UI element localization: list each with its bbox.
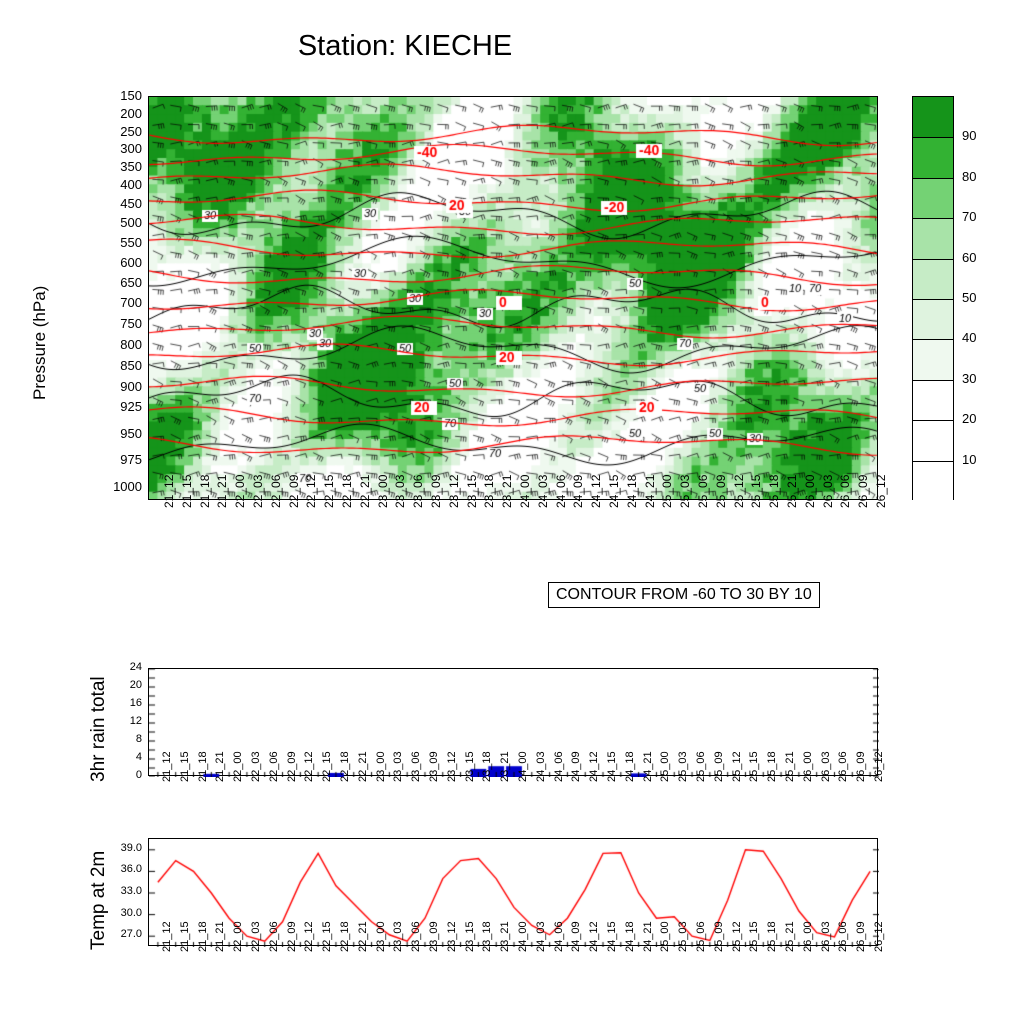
rain-time-tick-label: 24_09 <box>570 751 583 782</box>
temp-time-tick-label: 22_15 <box>321 921 334 952</box>
pressure-tick-label: 750 <box>120 315 142 331</box>
time-tick-label: 25_15 <box>749 474 764 508</box>
temp-time-tick-label: 24_15 <box>606 921 619 952</box>
rain-time-tick-label: 26_03 <box>819 751 832 782</box>
temp-time-tick-label: 25_03 <box>677 921 690 952</box>
time-tick-label: 26_09 <box>856 474 871 508</box>
temp-time-tick-label: 23_15 <box>463 921 476 952</box>
temp-time-tick-label: 25_12 <box>730 921 743 952</box>
temp-time-tick-label: 25_18 <box>766 921 779 952</box>
time-tick-label: 23_12 <box>446 474 461 508</box>
rain-time-tick-label: 22_15 <box>321 751 334 782</box>
temp-time-tick-label: 25_15 <box>748 921 761 952</box>
time-tick-label: 23_18 <box>482 474 497 508</box>
colorbar-tick-label: 10 <box>962 451 977 467</box>
pressure-tick-label: 800 <box>120 336 142 352</box>
pressure-tick-label: 900 <box>120 379 142 395</box>
temp-time-tick-label: 21_18 <box>196 921 209 952</box>
pressure-tick-label: 400 <box>120 176 142 192</box>
colorbar-tick-label: 80 <box>962 168 977 184</box>
time-tick-label: 25_06 <box>696 474 711 508</box>
temp-time-tick-label: 26_09 <box>855 921 868 952</box>
temp-time-tick-label: 25_00 <box>659 921 672 952</box>
time-tick-label: 22_09 <box>286 474 301 508</box>
temp-time-tick-label: 22_12 <box>303 921 316 952</box>
time-tick-label: 22_06 <box>268 474 283 508</box>
rain-tick-label: 16 <box>129 697 142 709</box>
colorbar-segment <box>913 380 953 420</box>
rain-time-tick-label: 26_12 <box>873 751 886 782</box>
time-tick-label: 25_00 <box>660 474 675 508</box>
time-tick-label: 25_03 <box>678 474 693 508</box>
rain-time-tick-label: 23_00 <box>374 751 387 782</box>
colorbar-tick-label: 70 <box>962 209 977 225</box>
temp-axis-title: Temp at 2m <box>88 850 109 950</box>
time-tick-label: 22_00 <box>233 474 248 508</box>
rain-time-tick-label: 26_00 <box>801 751 814 782</box>
rain-time-tick-label: 22_03 <box>249 751 262 782</box>
rain-time-tick-label: 24_03 <box>534 751 547 782</box>
colorbar-segment <box>913 218 953 258</box>
rain-time-tick-label: 26_06 <box>837 751 850 782</box>
colorbar-segment <box>913 339 953 379</box>
rain-tick-label: 4 <box>135 751 142 763</box>
rain-time-tick-label: 24_18 <box>623 751 636 782</box>
rain-time-tick-label: 24_21 <box>641 751 654 782</box>
rain-tick-label: 20 <box>129 679 142 691</box>
time-tick-label: 22_12 <box>304 474 319 508</box>
colorbar-segment <box>913 97 953 137</box>
pressure-tick-label: 350 <box>120 159 142 175</box>
time-tick-label: 23_00 <box>375 474 390 508</box>
colorbar-segment <box>913 137 953 177</box>
rain-tick-label: 12 <box>129 715 142 727</box>
time-tick-label: 22_18 <box>339 474 354 508</box>
contour-note: CONTOUR FROM -60 TO 30 BY 10 <box>548 582 820 608</box>
temp-time-tick-label: 25_09 <box>712 921 725 952</box>
colorbar-tick-label: 50 <box>962 290 977 305</box>
time-tick-label: 23_21 <box>500 474 515 508</box>
rain-time-tick-label: 25_06 <box>695 751 708 782</box>
time-tick-label: 26_12 <box>874 474 889 508</box>
temp-time-tick-label: 24_21 <box>641 921 654 952</box>
pressure-tick-label: 975 <box>120 452 142 468</box>
time-tick-label: 25_21 <box>785 474 800 508</box>
temp-tick-label: 30.0 <box>120 906 142 919</box>
rain-time-tick-label: 25_12 <box>730 751 743 782</box>
temp-time-tick-label: 21_15 <box>178 921 191 952</box>
rain-time-tick-label: 24_15 <box>606 751 619 782</box>
pressure-tick-label: 450 <box>120 195 142 211</box>
time-tick-label: 21_21 <box>215 474 230 508</box>
temp-time-tick-label: 23_00 <box>374 921 387 952</box>
time-tick-label: 26_00 <box>802 474 817 508</box>
temp-time-tick-label: 24_18 <box>623 921 636 952</box>
pressure-axis-title: Pressure (hPa) <box>30 285 49 400</box>
temp-time-tick-label: 26_03 <box>819 921 832 952</box>
temp-time-tick-label: 23_12 <box>445 921 458 952</box>
temp-time-tick-label: 21_12 <box>160 921 173 952</box>
temp-tick-label: 39.0 <box>120 841 142 854</box>
rain-time-tick-label: 23_21 <box>499 751 512 782</box>
time-tick-label: 24_21 <box>642 474 657 508</box>
rain-time-tick-label: 24_00 <box>517 751 529 782</box>
colorbar-segment <box>913 461 953 501</box>
temp-time-tick-label: 22_21 <box>356 921 369 952</box>
temp-time-tick-label: 26_06 <box>837 921 850 952</box>
rain-time-tick-label: 23_15 <box>463 751 476 782</box>
temp-time-tick-label: 22_06 <box>267 921 280 952</box>
time-tick-label: 23_15 <box>464 474 479 508</box>
pressure-tick-label: 700 <box>120 295 142 311</box>
rain-time-tick-label: 25_21 <box>784 751 797 782</box>
rain-time-tick-label: 22_06 <box>267 751 280 782</box>
temp-tick-label: 33.0 <box>120 885 142 897</box>
time-tick-label: 23_09 <box>428 474 443 508</box>
temp-tick-label: 27.0 <box>120 928 142 941</box>
time-tick-label: 24_06 <box>553 474 568 508</box>
rain-time-tick-label: 23_09 <box>427 751 440 782</box>
pressure-tick-label: 650 <box>120 274 142 290</box>
temp-tick-label: 36.0 <box>120 863 142 876</box>
rain-time-tick-label: 24_06 <box>552 751 565 782</box>
temp-time-tick-label: 25_21 <box>784 921 797 952</box>
pressure-tick-label: 850 <box>120 358 142 374</box>
rain-axis-title: 3hr rain total <box>88 676 109 782</box>
temp-time-tick-label: 22_09 <box>285 921 298 952</box>
temp-time-tick-label: 26_00 <box>801 921 814 952</box>
rain-time-tick-label: 23_12 <box>445 751 458 782</box>
temp-time-tick-label: 24_09 <box>570 921 583 952</box>
pressure-tick-label: 150 <box>120 88 142 103</box>
temp-time-tick-label: 23_09 <box>427 921 440 952</box>
pressure-tick-label: 500 <box>120 215 142 231</box>
temp-time-tick-label: 24_12 <box>588 921 601 952</box>
page-title: Station: KIECHE <box>297 30 513 62</box>
rain-time-tick-label: 22_21 <box>356 751 369 782</box>
cross-section-plot <box>148 96 878 500</box>
rain-time-tick-label: 25_15 <box>748 751 761 782</box>
pressure-tick-label: 550 <box>120 234 142 250</box>
time-tick-label: 21_15 <box>179 474 194 508</box>
temp-time-tick-label: 24_03 <box>534 921 547 952</box>
rain-time-tick-label: 23_03 <box>392 751 405 782</box>
time-tick-label: 22_03 <box>250 474 265 508</box>
rain-time-tick-label: 25_18 <box>766 751 779 782</box>
rain-time-tick-label: 25_09 <box>712 751 725 782</box>
colorbar-tick-label: 90 <box>962 128 977 144</box>
rain-time-tick-label: 26_09 <box>855 751 868 782</box>
time-tick-label: 26_03 <box>820 474 835 508</box>
temp-time-tick-label: 22_18 <box>338 921 351 952</box>
time-tick-label: 24_03 <box>535 474 550 508</box>
rain-tick-label: 24 <box>129 661 142 673</box>
rain-time-tick-label: 25_03 <box>677 751 690 782</box>
colorbar-segment <box>913 259 953 299</box>
pressure-tick-label: 250 <box>120 123 142 139</box>
time-tick-label: 24_00 <box>518 474 532 508</box>
temp-time-tick-label: 23_21 <box>499 921 512 952</box>
colorbar-tick-label: 20 <box>962 411 977 427</box>
rain-time-tick-label: 21_12 <box>160 751 173 782</box>
rain-time-tick-label: 24_12 <box>588 751 601 782</box>
rain-time-tick-label: 23_18 <box>481 751 494 782</box>
rain-time-tick-label: 21_18 <box>196 751 209 782</box>
time-tick-label: 24_09 <box>571 474 586 508</box>
temp-time-tick-label: 26_12 <box>873 921 886 952</box>
rain-time-tick-label: 22_12 <box>303 751 316 782</box>
temp-time-tick-label: 22_00 <box>232 921 245 952</box>
pressure-tick-label: 925 <box>120 399 142 415</box>
rain-time-tick-label: 22_09 <box>285 751 298 782</box>
time-tick-label: 22_21 <box>357 474 372 508</box>
temp-time-tick-label: 23_03 <box>392 921 405 952</box>
colorbar-segment <box>913 299 953 339</box>
temp-time-tick-label: 25_06 <box>695 921 708 952</box>
time-tick-label: 23_06 <box>411 474 426 508</box>
time-tick-label: 21_18 <box>197 474 212 508</box>
time-tick-label: 24_12 <box>589 474 604 508</box>
time-tick-label: 25_09 <box>713 474 728 508</box>
time-tick-label: 24_18 <box>624 474 639 508</box>
temp-time-tick-label: 22_03 <box>249 921 262 952</box>
rain-tick-label: 8 <box>135 733 142 745</box>
time-tick-label: 25_18 <box>767 474 782 508</box>
colorbar-tick-label: 30 <box>962 370 977 386</box>
temp-time-tick-label: 24_00 <box>517 921 529 952</box>
pressure-tick-label: 950 <box>120 425 142 441</box>
rain-time-tick-label: 21_21 <box>214 751 227 782</box>
temp-time-tick-label: 21_21 <box>214 921 227 952</box>
rain-tick-label: 0 <box>135 769 142 781</box>
colorbar <box>912 96 954 500</box>
rain-time-tick-label: 25_00 <box>659 751 672 782</box>
rain-time-tick-label: 22_18 <box>338 751 351 782</box>
colorbar-segment <box>913 178 953 218</box>
time-tick-label: 24_15 <box>607 474 622 508</box>
colorbar-tick-label: 40 <box>962 330 977 346</box>
pressure-tick-label: 200 <box>120 105 142 121</box>
rain-time-tick-label: 23_06 <box>410 751 423 782</box>
colorbar-segment <box>913 420 953 460</box>
rain-time-tick-label: 21_15 <box>178 751 191 782</box>
pressure-tick-label: 300 <box>120 141 142 157</box>
rain-time-tick-label: 22_00 <box>232 751 245 782</box>
time-tick-label: 22_15 <box>322 474 337 508</box>
temp-time-tick-label: 23_06 <box>410 921 423 952</box>
colorbar-tick-label: 60 <box>962 249 977 265</box>
time-tick-label: 23_03 <box>393 474 408 508</box>
pressure-tick-label: 1000 <box>113 479 142 495</box>
temp-time-tick-label: 23_18 <box>481 921 494 952</box>
time-tick-label: 21_12 <box>161 474 176 508</box>
pressure-tick-label: 600 <box>120 254 142 270</box>
time-tick-label: 25_12 <box>731 474 746 508</box>
temp-time-tick-label: 24_06 <box>552 921 565 952</box>
time-tick-label: 26_06 <box>838 474 853 508</box>
